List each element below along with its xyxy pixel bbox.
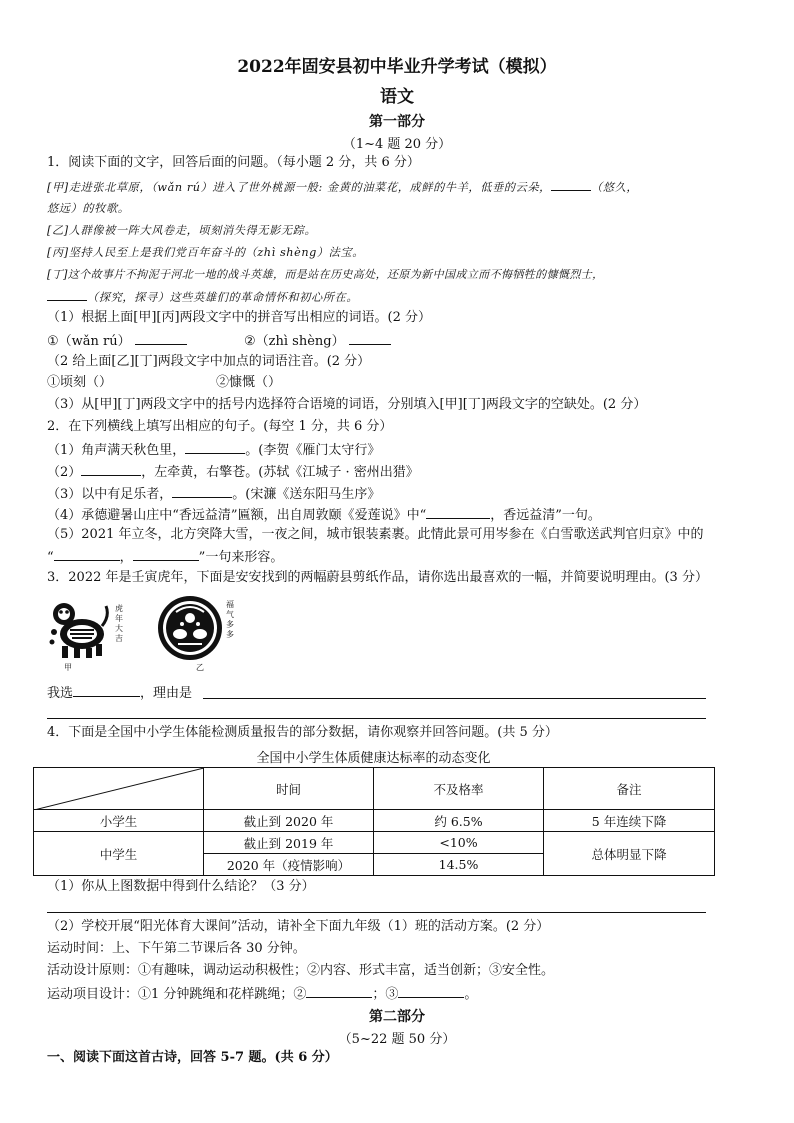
q1-stem: 1．阅读下面的文字，回答后面的问题。（每小题 2 分，共 6 分） <box>47 155 420 170</box>
papercut-fortune-image <box>156 594 224 662</box>
q2-blank5b[interactable] <box>133 548 199 561</box>
table-cell-time: 截止到 2020 年 <box>204 810 374 832</box>
q4-project-line: 运动项目设计：①1 分钟跳绳和花样跳绳；② ；③ 。 <box>47 987 478 1002</box>
table-cell-group: 中学生 <box>34 832 204 876</box>
table-cell-note: 5 年连续下降 <box>544 810 715 832</box>
q2-line3: （3）以中有足乐者， 。(宋濂《送东阳马生序》 <box>47 487 381 502</box>
papercut-a-label: 甲 <box>64 663 72 672</box>
papercut-b-label: 乙 <box>196 663 204 672</box>
table-header-row <box>34 768 715 810</box>
q4-table-title: 全国中小学生体质健康达标率的动态变化 <box>256 751 491 766</box>
q1-bing: [丙]坚持人民至上是我们党百年奋斗的（zhì shèng）法宝。 <box>47 246 365 259</box>
part2-title: 第二部分 <box>369 1009 425 1025</box>
q2-line2: （2） ，左牵黄，右擎苍。(苏轼《江城子 · 密州出猎》 <box>47 465 419 480</box>
q2-blank5a[interactable] <box>54 548 120 561</box>
q2-blank4[interactable] <box>426 506 490 519</box>
q4-principle: 活动设计原则：①有趣味，调动运动积极性；②内容、形式丰富，适当创新；③安全性。 <box>47 963 555 978</box>
q4-project-blank2[interactable] <box>306 985 372 998</box>
q2-blank3[interactable] <box>172 485 232 498</box>
table-header: 不及格率 <box>374 768 544 810</box>
table-cell-rate: 约 6.5% <box>374 810 544 832</box>
q1-sub1-a: ①（wǎn rú） <box>47 332 187 350</box>
section1-heading: 一、阅读下面这首古诗，回答 5-7 题。(共 6 分） <box>47 1050 338 1065</box>
q4-sub1: （1）你从上图数据中得到什么结论？（3 分） <box>47 879 315 894</box>
q1-sub2-b: ②慷慨（） <box>216 375 282 390</box>
part1-range: （1~4 题 20 分） <box>342 137 452 152</box>
table-cell-time: 2020 年（疫情影响） <box>204 854 374 876</box>
q1-ding-line2: （探究，探寻）这些英雄们的革命情怀和初心所在。 <box>47 288 358 305</box>
q4-project-blank3[interactable] <box>398 985 464 998</box>
q4-answer-line[interactable] <box>47 912 706 913</box>
table-row <box>34 832 715 854</box>
q1-ding-line1: [丁]这个故事片不拘泥于河北一地的战斗英雄，而是站在历史高处，还原为新中国成立而不悔牺牲的慷慨烈士， <box>47 268 604 281</box>
q1-yi: [乙]人群像被一阵大风卷走，顷刻消失得无影无踪。 <box>47 224 317 237</box>
papercut-tiger-image <box>46 596 110 662</box>
papercut-a-caption: 虎年大吉 <box>115 604 123 643</box>
subject-title: 语文 <box>380 87 414 107</box>
table-cell-rate: <10% <box>374 832 544 854</box>
q1-sub2: （2 给上面[乙][丁]两段文字中加点的词语注音。(2 分） <box>47 354 371 369</box>
part2-range: （5~22 题 50 分） <box>338 1032 456 1047</box>
q1-sub1-a-blank[interactable] <box>135 332 187 345</box>
q4-stem: 4．下面是全国中小学生体能检测质量报告的部分数据，请你观察并回答问题。(共 5 分） <box>47 725 558 740</box>
q2-blank2[interactable] <box>81 463 141 476</box>
table-cell-note: 总体明显下降 <box>544 832 715 876</box>
page-title: 2022年固安县初中毕业升学考试（模拟） <box>237 57 557 77</box>
table-cell-group: 小学生 <box>34 810 204 832</box>
q2-line5b: “ ， ”一句来形容。 <box>47 550 284 565</box>
table-cell-time: 截止到 2019 年 <box>204 832 374 854</box>
table-row <box>34 810 715 832</box>
q3-reason-line2[interactable] <box>47 718 706 719</box>
q1-jia-line2: 悠远）的牧歌。 <box>47 202 130 215</box>
q1-sub2-a: ①顷刻（） <box>47 375 113 390</box>
table-corner-cell <box>34 768 204 810</box>
q2-line5: （5）2021 年立冬，北方突降大雪，一夜之间，城市银装素裹。此情此景可用岑参在《白雪歌送武判官归京》中的 <box>47 527 704 542</box>
fitness-table <box>33 767 715 876</box>
diagonal-line <box>34 768 204 810</box>
q1-jia-blank[interactable] <box>551 178 591 191</box>
table-header: 备注 <box>544 768 715 810</box>
q4-time-line: 运动时间：上、下午第二节课后各 30 分钟。 <box>47 941 306 956</box>
q1-sub1-b-blank[interactable] <box>349 332 391 345</box>
part1-title: 第一部分 <box>369 114 425 130</box>
q1-jia-line1: [甲]走进张北草原，（wǎn rú）进入了世外桃源一般: 金黄的油菜花，成鲜的牛羊，低垂的云朵， （悠久， <box>47 178 638 195</box>
q1-ding-blank[interactable] <box>47 288 87 301</box>
q1-sub1-b: ②（zhì shèng） <box>244 332 391 350</box>
q1-sub1: （1）根据上面[甲][丙]两段文字中的拼音写出相应的词语。(2 分） <box>47 310 432 325</box>
q3-answer-line: 我选 ，理由是 <box>47 686 193 701</box>
q4-sub2: （2）学校开展“阳光体育大课间”活动，请补全下面九年级（1）班的活动方案。(2 分） <box>47 919 550 934</box>
q2-stem: 2．在下列横线上填写出相应的句子。(每空 1 分，共 6 分） <box>47 419 393 434</box>
q3-stem: 3．2022 年是壬寅虎年，下面是安安找到的两幅蔚县剪纸作品，请你选出最喜欢的一幅，并简要说明理由。(3 分） <box>47 570 708 585</box>
table-cell-rate: 14.5% <box>374 854 544 876</box>
q2-blank1[interactable] <box>185 441 245 454</box>
q2-line4: （4）承德避暑山庄中“香远益清”匾额，出自周敦颐《爱莲说》中“ ，香远益清”一句。 <box>47 508 601 523</box>
table-header: 时间 <box>204 768 374 810</box>
papercut-b-caption: 福气多多 <box>226 600 234 639</box>
q1-sub3: （3）从[甲][丁]两段文字中的括号内选择符合语境的词语，分别填入[甲][丁]两段文字的空缺处。(2 分） <box>47 397 647 412</box>
q3-choice-blank[interactable] <box>73 684 140 697</box>
q3-reason-line1[interactable] <box>203 698 706 699</box>
q2-line1: （1）角声满天秋色里， 。(李贺《雁门太守行》 <box>47 443 381 458</box>
